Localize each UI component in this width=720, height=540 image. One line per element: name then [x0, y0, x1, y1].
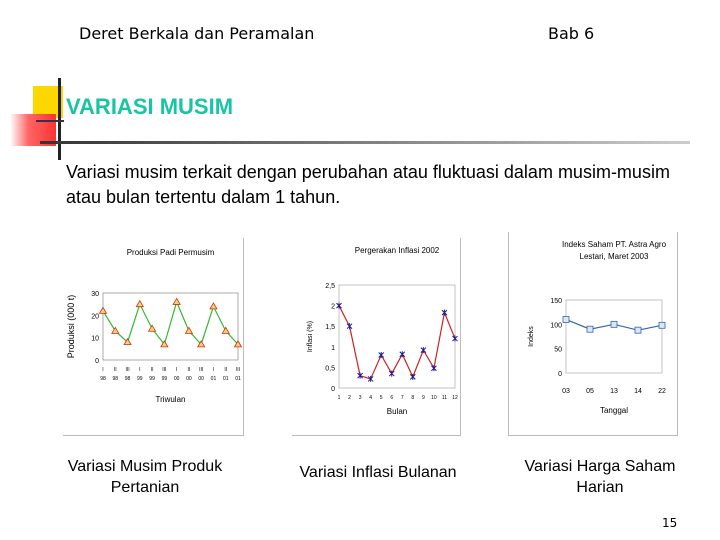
x-tick-label: 01 [210, 376, 217, 382]
caption-harga-saham: Variasi Harga Saham Harian [524, 458, 676, 496]
data-point [222, 327, 229, 333]
y-tick-label: 2 [331, 303, 335, 311]
data-point [112, 327, 119, 333]
caption-produk-pertanian: Variasi Musim Produk Pertanian [67, 458, 223, 496]
x-tick-label: I [139, 367, 141, 373]
chart-title: Lestari, Maret 2003 [579, 252, 649, 261]
x-tick-label: 22 [658, 388, 666, 395]
data-point [421, 347, 426, 353]
x-tick-label: III [235, 367, 241, 373]
data-point [410, 374, 415, 380]
header-course-title: Deret Berkala dan Peramalan [79, 24, 315, 43]
data-point [379, 352, 384, 358]
x-tick-label: 99 [137, 376, 143, 382]
data-point [442, 310, 447, 316]
data-point [185, 327, 192, 333]
x-tick-label: 01 [222, 376, 229, 382]
chart-indeks-saham [508, 232, 678, 436]
x-tick-label: III [125, 367, 130, 373]
x-tick-label: I [102, 367, 104, 373]
y-axis-label: Indeks [528, 326, 535, 347]
x-tick-label: II [113, 367, 117, 373]
data-point [337, 303, 342, 309]
x-axis-label: Triwulan [155, 395, 186, 404]
x-tick-label: 4 [369, 395, 373, 401]
y-tick-label: 100 [550, 322, 562, 330]
caption-inflasi: Variasi Inflasi Bulanan [299, 464, 457, 481]
data-point [210, 303, 217, 309]
x-tick-label: 01 [235, 376, 241, 382]
data-point [611, 321, 617, 327]
y-tick-label: 1,5 [325, 324, 335, 332]
x-tick-label: 98 [100, 376, 106, 382]
x-tick-label: 03 [562, 388, 570, 395]
x-tick-label: 1 [337, 395, 341, 401]
x-axis-label: Tanggal [599, 406, 629, 415]
x-tick-label: I [212, 367, 215, 373]
decor-horizontal-rule [40, 141, 690, 144]
y-axis-label: Inflasi (%) [307, 320, 314, 353]
y-tick-label: 50 [554, 346, 562, 354]
x-tick-label: 98 [112, 376, 119, 382]
x-tick-label: I [175, 367, 178, 373]
x-tick-label: 00 [173, 376, 180, 382]
series-line [103, 302, 238, 344]
x-tick-label: III [199, 367, 204, 373]
data-point [563, 316, 569, 322]
y-tick-label: 30 [91, 291, 99, 298]
decor-vertical-line [58, 78, 61, 160]
x-tick-label: 00 [198, 376, 204, 382]
y-tick-label: 0 [558, 371, 562, 378]
y-axis-label: Produksi (000 t) [66, 294, 76, 359]
page-number: 15 [662, 516, 678, 530]
chart-inflasi [292, 238, 461, 436]
body-text: Variasi musim terkait dengan perubahan atau fluktuasi dalam musim-musim atau bulan tertentu dalam 1 tahun. [66, 162, 670, 207]
chart-title: Produksi Padi Permusim [126, 248, 215, 257]
chart-title: Pergerakan Inflasi 2002 [354, 246, 440, 255]
plot-area [566, 300, 662, 373]
x-tick-label: 99 [161, 376, 168, 382]
data-point [173, 298, 180, 304]
series-line [339, 306, 455, 379]
y-tick-label: 20 [91, 313, 99, 321]
data-point [635, 327, 641, 333]
x-tick-label: II [224, 367, 228, 373]
data-point [659, 322, 665, 328]
data-point [100, 307, 107, 313]
y-tick-label: 0 [331, 386, 335, 393]
x-tick-label: 5 [379, 395, 383, 401]
decor-blue-line [36, 120, 64, 122]
x-tick-label: 98 [124, 376, 131, 382]
x-tick-label: 8 [411, 395, 415, 401]
x-tick-label: III [162, 367, 167, 373]
x-tick-label: 99 [149, 376, 155, 382]
data-point [149, 325, 156, 331]
data-point [136, 301, 143, 307]
data-point [587, 326, 593, 332]
slide-title: VARIASI MUSIM [66, 94, 234, 119]
plot-area [103, 293, 238, 360]
x-tick-label: 3 [358, 395, 362, 401]
x-tick-label: 13 [610, 388, 618, 395]
y-tick-label: 150 [550, 298, 562, 305]
y-tick-label: 0,5 [325, 365, 335, 373]
y-tick-label: 2,5 [325, 283, 335, 290]
chart-produksi-padi [63, 238, 244, 436]
header-chapter: Bab 6 [548, 24, 595, 43]
x-tick-label: 6 [390, 395, 394, 401]
x-tick-label: 10 [431, 395, 437, 401]
x-tick-label: 7 [400, 395, 404, 401]
y-tick-label: 10 [91, 335, 99, 343]
x-tick-label: II [150, 367, 154, 373]
y-tick-label: 1 [331, 344, 335, 352]
x-tick-label: 9 [421, 395, 425, 401]
x-tick-label: II [187, 367, 191, 373]
data-point [389, 371, 394, 377]
x-tick-label: 00 [186, 376, 192, 382]
data-point [400, 351, 405, 357]
x-tick-label: 05 [586, 388, 594, 395]
x-tick-label: 11 [441, 395, 448, 401]
x-axis-label: Bulan [386, 407, 408, 416]
chart-title: Indeks Saham PT. Astra Agro [561, 240, 667, 249]
data-point [453, 336, 458, 342]
x-tick-label: 14 [634, 388, 642, 395]
x-tick-label: 12 [452, 395, 458, 401]
y-tick-label: 0 [95, 358, 99, 365]
data-point [347, 323, 352, 329]
data-point [431, 365, 436, 371]
x-tick-label: 2 [348, 395, 351, 401]
plot-area [339, 285, 455, 388]
